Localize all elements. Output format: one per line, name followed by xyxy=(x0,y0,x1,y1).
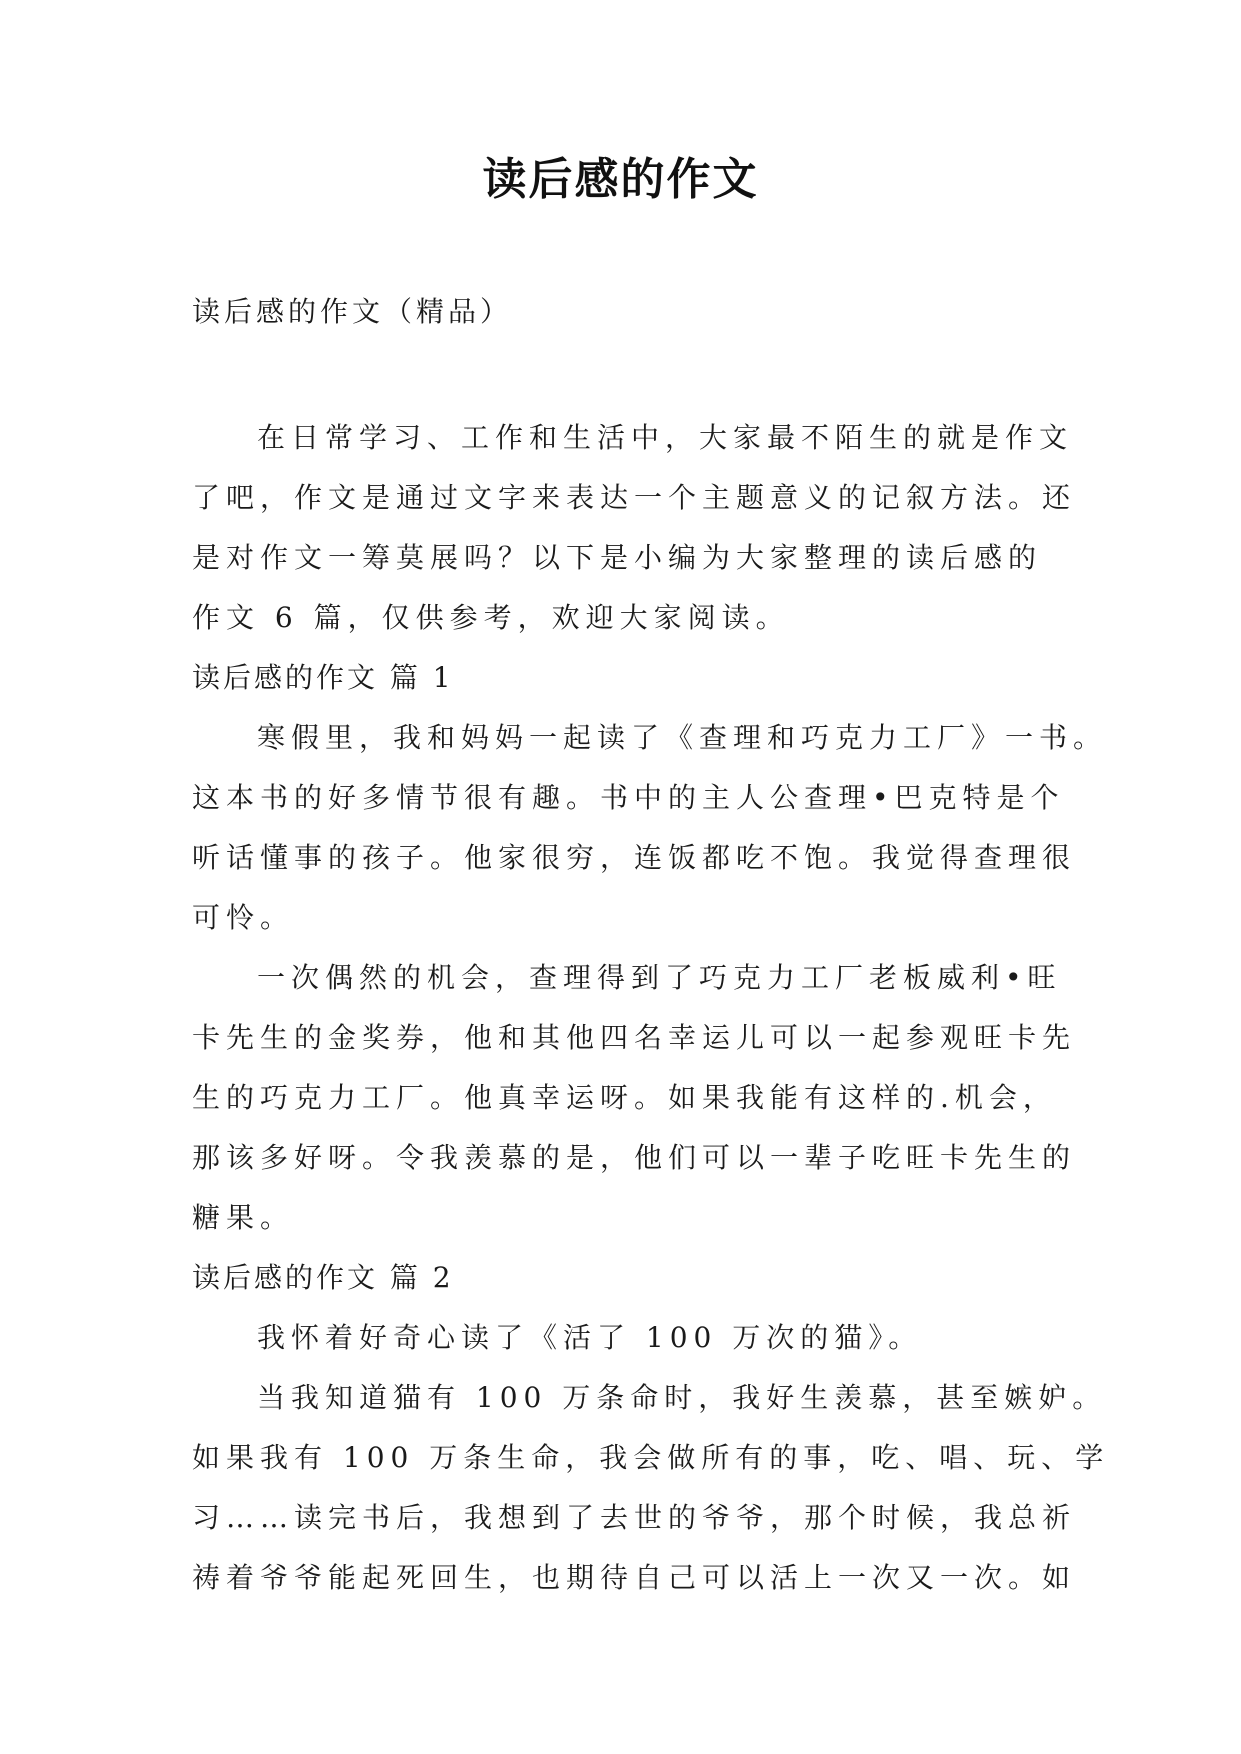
paragraph-line: 习……读完书后，我想到了去世的爷爷，那个时候，我总祈 xyxy=(192,1501,1077,1534)
document-title: 读后感的作文 xyxy=(482,154,759,205)
document-body xyxy=(192,408,1110,1608)
paragraph-line: 生的巧克力工厂。他真幸运呀。如果我能有这样的.机会， xyxy=(192,1081,1057,1114)
paragraph-line: 当我知道猫有 100 万条命时，我好生羡慕，甚至嫉妒。 xyxy=(257,1381,1107,1414)
document-subtitle: 读后感的作文（精品） xyxy=(192,295,513,328)
paragraph-line: 如果我有 100 万条生命，我会做所有的事，吃、唱、玩、学 xyxy=(192,1441,1110,1474)
paragraph-line: 听话懂事的孩子。他家很穷，连饭都吃不饱。我觉得查理很 xyxy=(192,841,1077,874)
paragraph-line: 祷着爷爷能起死回生，也期待自己可以活上一次又一次。如 xyxy=(192,1561,1077,1594)
section-heading: 读后感的作文 篇 1 xyxy=(192,661,454,694)
paragraph-line: 糖果。 xyxy=(192,1201,295,1234)
paragraph-line: 可怜。 xyxy=(192,901,295,934)
section-heading: 读后感的作文 篇 2 xyxy=(192,1261,454,1294)
paragraph-line: 是对作文一筹莫展吗？以下是小编为大家整理的读后感的 xyxy=(192,541,1043,574)
paragraph-line: 我怀着好奇心读了《活了 100 万次的猫》。 xyxy=(257,1321,923,1354)
paragraph-line: 那该多好呀。令我羡慕的是，他们可以一辈子吃旺卡先生的 xyxy=(192,1141,1077,1174)
paragraph-line: 在日常学习、工作和生活中，大家最不陌生的就是作文 xyxy=(257,421,1074,454)
paragraph-line: 这本书的好多情节很有趣。书中的主人公查理•巴克特是个 xyxy=(192,781,1065,814)
paragraph-line: 卡先生的金奖券，他和其他四名幸运儿可以一起参观旺卡先 xyxy=(192,1021,1077,1054)
paragraph-line: 作文 6 篇，仅供参考，欢迎大家阅读。 xyxy=(192,601,790,634)
paragraph-line: 寒假里，我和妈妈一起读了《查理和巧克力工厂》一书。 xyxy=(257,721,1108,754)
paragraph-line: 了吧，作文是通过文字来表达一个主题意义的记叙方法。还 xyxy=(192,481,1077,514)
paragraph-line: 一次偶然的机会，查理得到了巧克力工厂老板威利•旺 xyxy=(257,961,1062,994)
